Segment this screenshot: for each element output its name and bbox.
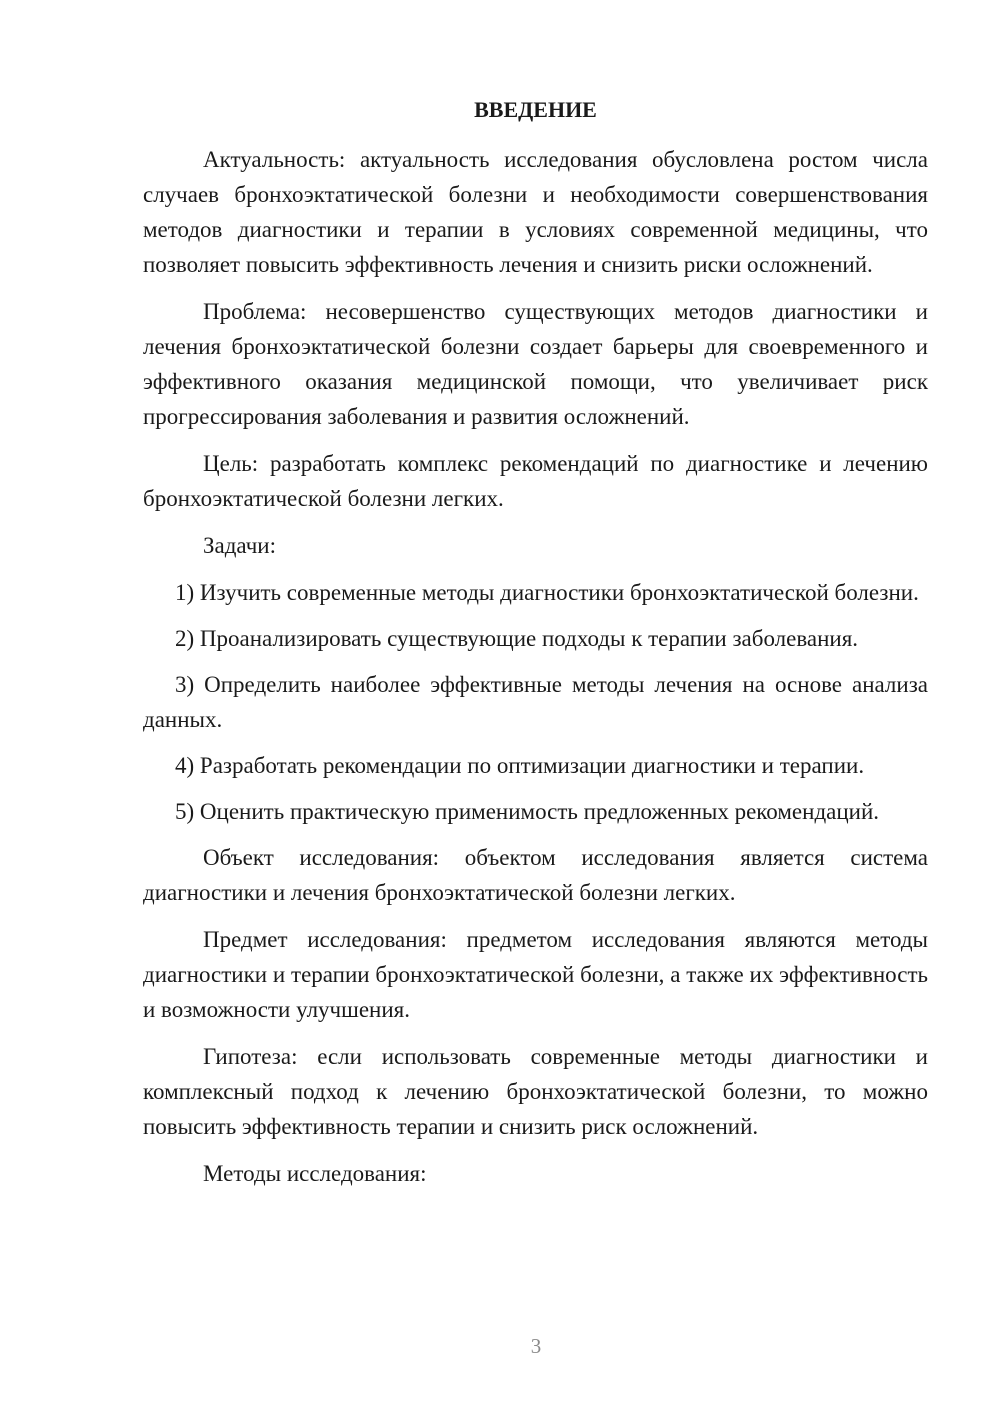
page-body (143, 92, 928, 1203)
paragraph-relevance: Актуальность: актуальность исследования обусловлена ростом числа случаев бронхоэктатической болезни и необходимости совершенствования методов диагностики и терапии в условиях современной медицины, что позволяет повысить эффективность лечения и снизить риски осложнений. (143, 147, 928, 277)
paragraph-tasks-label: Задачи: (203, 533, 276, 558)
section-heading: ВВЕДЕНИЕ (474, 97, 597, 122)
tasks-list (143, 575, 928, 829)
task-item: 4) Разработать рекомендации по оптимизации диагностики и терапии. (175, 753, 865, 778)
task-item: 3) Определить наиболее эффективные методы лечения на основе анализа данных. (143, 672, 928, 732)
task-item: 1) Изучить современные методы диагностики бронхоэктатической болезни. (175, 580, 919, 605)
task-item: 2) Проанализировать существующие подходы к терапии заболевания. (175, 626, 859, 651)
paragraph-hypothesis: Гипотеза: если использовать современные методы диагностики и комплексный подход к лечению бронхоэктатической болезни, то можно повысить эффективность терапии и снизить риск осложнений. (143, 1044, 928, 1139)
paragraph-subject: Предмет исследования: предметом исследования являются методы диагностики и терапии бронхоэктатической болезни, а также их эффективность и возможности улучшения. (143, 927, 928, 1022)
paragraph-object: Объект исследования: объектом исследования является система диагностики и лечения бронхоэктатической болезни легких. (143, 845, 928, 905)
paragraph-methods-label: Методы исследования: (203, 1161, 427, 1186)
paragraph-goal: Цель: разработать комплекс рекомендаций по диагностике и лечению бронхоэктатической болезни легких. (143, 451, 928, 511)
task-item: 5) Оценить практическую применимость предложенных рекомендаций. (175, 799, 880, 824)
paragraph-problem: Проблема: несовершенство существующих методов диагностики и лечения бронхоэктатической болезни создает барьеры для своевременного и эффективного оказания медицинской помощи, что увеличивает риск прогрессирования заболевания и развития осложнений. (143, 299, 928, 429)
page-number: 3 (530, 1334, 542, 1358)
